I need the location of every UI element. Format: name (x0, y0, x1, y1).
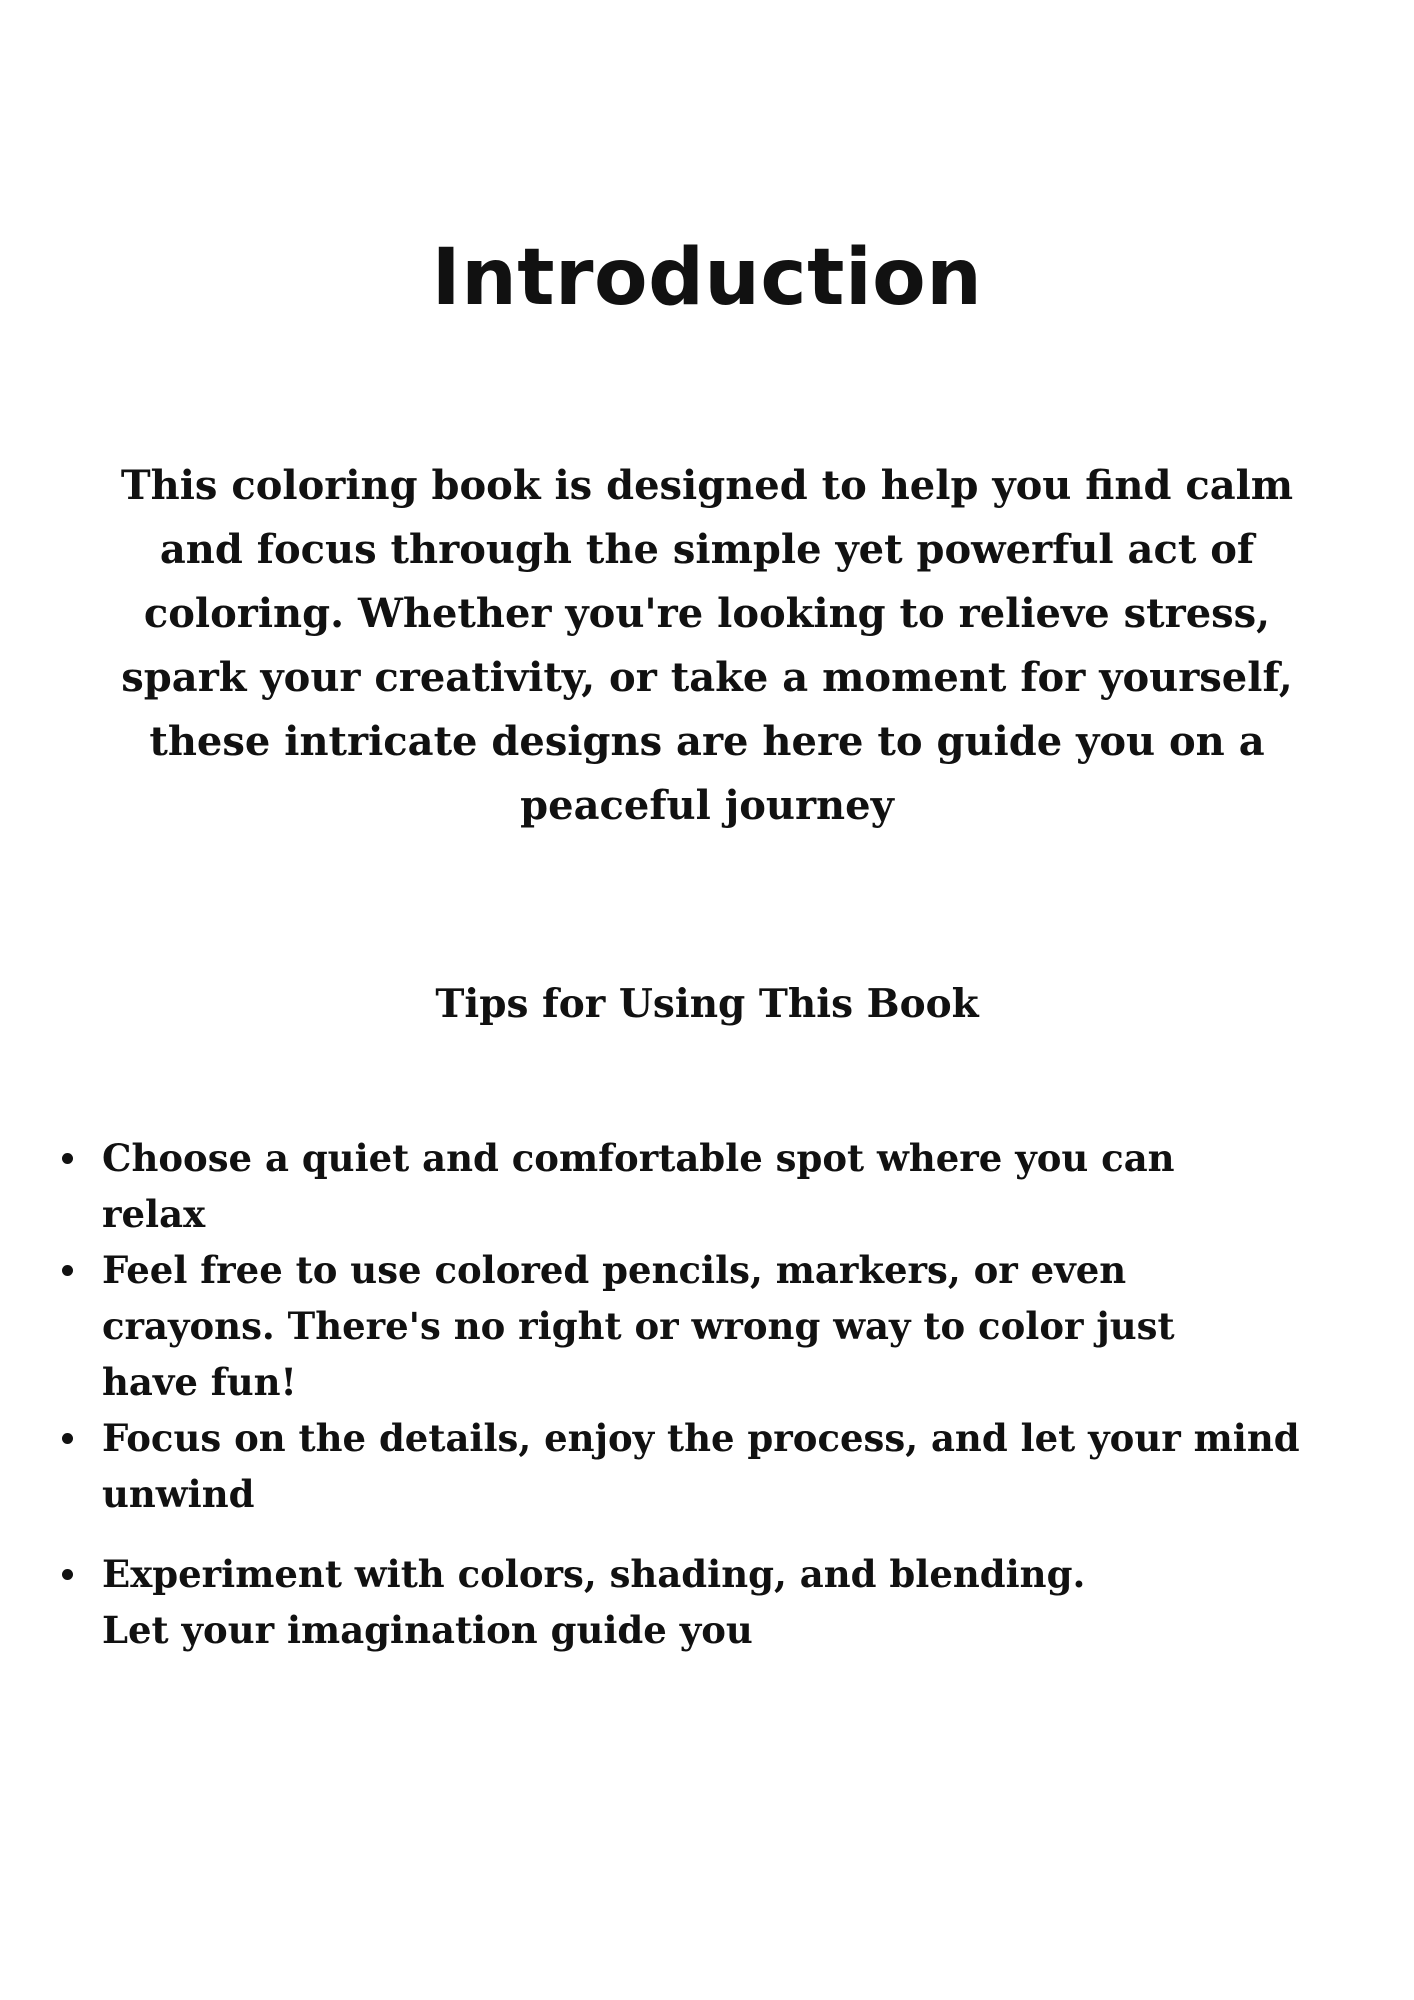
tip-line: unwind (102, 1472, 255, 1516)
intro-paragraph (40, 454, 1374, 838)
tip-line: have fun! (102, 1360, 297, 1404)
tip-line: relax (102, 1192, 206, 1236)
tip-line: crayons. There's no right or wrong way to color just (102, 1304, 1175, 1348)
bullet-icon (62, 1153, 73, 1164)
tips-list (58, 1130, 1388, 1658)
tips-heading: Tips for Using This Book (435, 981, 979, 1027)
tip-item (58, 1242, 1388, 1410)
intro-line: peaceful journey (520, 782, 894, 829)
intro-line: This coloring book is designed to help you find calm (120, 462, 1294, 509)
page-title: Introduction (431, 233, 983, 323)
intro-line: coloring. Whether you're looking to relieve stress, (143, 590, 1271, 637)
tip-line: Choose a quiet and comfortable spot where you can (102, 1136, 1175, 1180)
tip-line: Focus on the details, enjoy the process, and let your mind (102, 1416, 1300, 1460)
tip-item (58, 1410, 1388, 1522)
bullet-icon (62, 1569, 73, 1580)
tip-item (58, 1130, 1388, 1242)
bullet-icon (62, 1265, 73, 1276)
tip-line: Let your imagination guide you (102, 1608, 753, 1652)
tip-item (58, 1546, 1388, 1658)
intro-line: and focus through the simple yet powerful act of (159, 526, 1255, 573)
tip-line: Feel free to use colored pencils, markers, or even (102, 1248, 1127, 1292)
intro-line: these intricate designs are here to guide you on a (149, 718, 1265, 765)
tip-line: Experiment with colors, shading, and blending. (102, 1552, 1086, 1596)
bullet-icon (62, 1433, 73, 1444)
intro-line: spark your creativity, or take a moment for yourself, (121, 654, 1293, 701)
